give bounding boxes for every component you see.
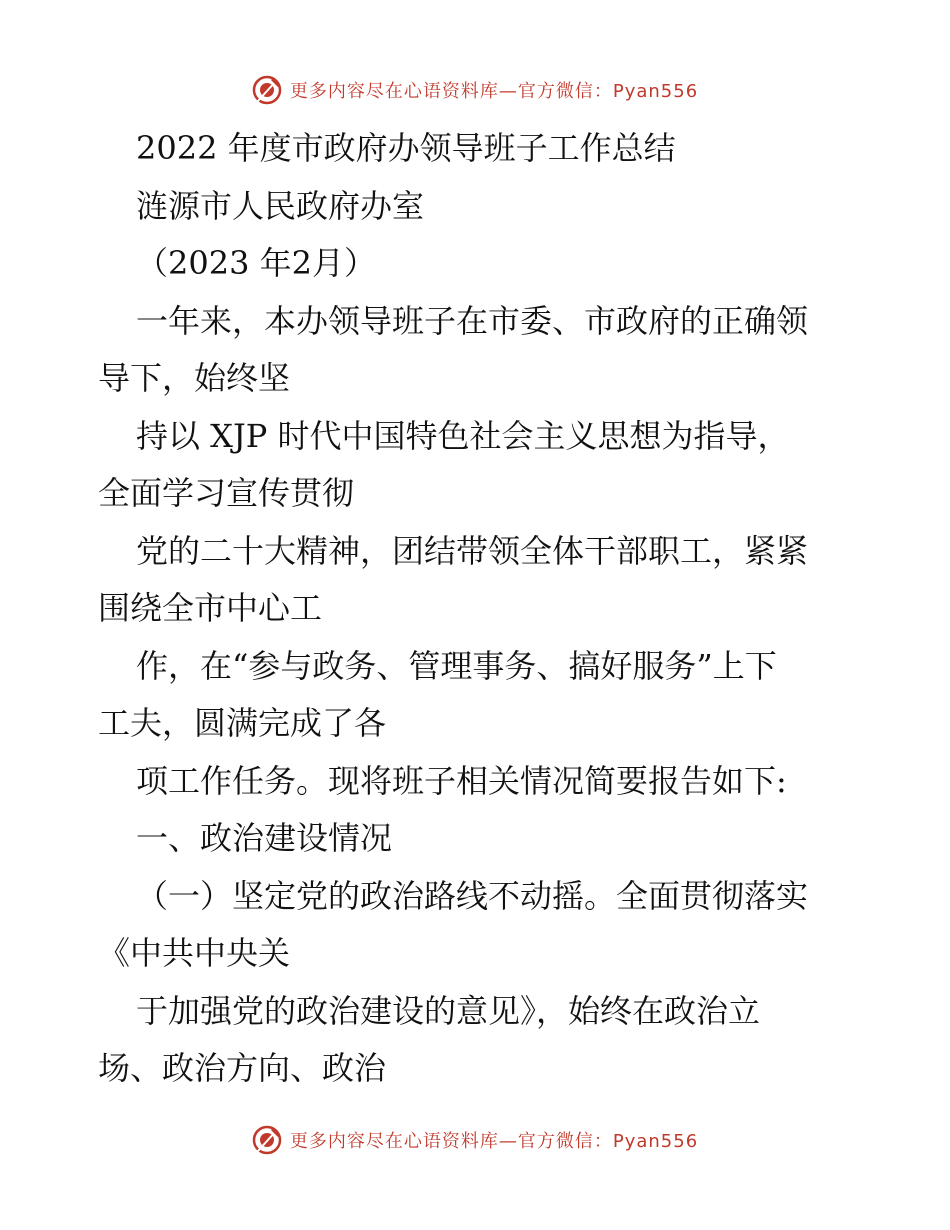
- header-watermark: [0, 70, 950, 110]
- doc-line: 围绕全市中心工: [98, 589, 323, 627]
- pen-logo-icon: [252, 1125, 282, 1155]
- pen-logo-icon: [252, 75, 282, 105]
- doc-line: 党的二十大精神，团结带领全体干部职工，紧紧: [136, 531, 809, 570]
- doc-line: 《中共中央关: [98, 934, 291, 972]
- doc-line: 2022 年度市政府办领导班子工作总结: [136, 129, 676, 167]
- doc-line: 场、政治方向、政治: [98, 1049, 387, 1087]
- doc-line: 一年来，本办领导班子在市委、市政府的正确领: [136, 301, 809, 340]
- doc-line: 于加强党的政治建设的意见》，始终在政治立: [136, 991, 761, 1030]
- doc-line: 工夫，圆满完成了各: [98, 704, 387, 742]
- doc-line: （一）坚定党的政治路线不动摇。全面贯彻落实: [136, 876, 809, 915]
- section-heading: 一、政治建设情况: [136, 819, 393, 857]
- doc-line: 项工作任务。现将班子相关情况简要报告如下:: [136, 761, 787, 800]
- footer-watermark: [0, 1120, 950, 1160]
- doc-line: 全面学习宣传贯彻: [98, 474, 355, 512]
- doc-line: 涟源市人民政府办室: [136, 186, 425, 225]
- doc-line: （2023 年2月）: [136, 244, 376, 282]
- watermark-text: 更多内容尽在心语资料库—官方微信：Pyan556: [289, 1131, 699, 1152]
- doc-line: 作，在“参与政务、管理事务、搞好服务”上下: [136, 646, 777, 685]
- doc-line: 持以 XJP 时代中国特色社会主义思想为指导，: [136, 416, 790, 455]
- doc-line: 导下，始终坚: [98, 359, 291, 397]
- watermark-text: 更多内容尽在心语资料库—官方微信：Pyan556: [289, 81, 699, 102]
- document-body: [98, 120, 858, 1098]
